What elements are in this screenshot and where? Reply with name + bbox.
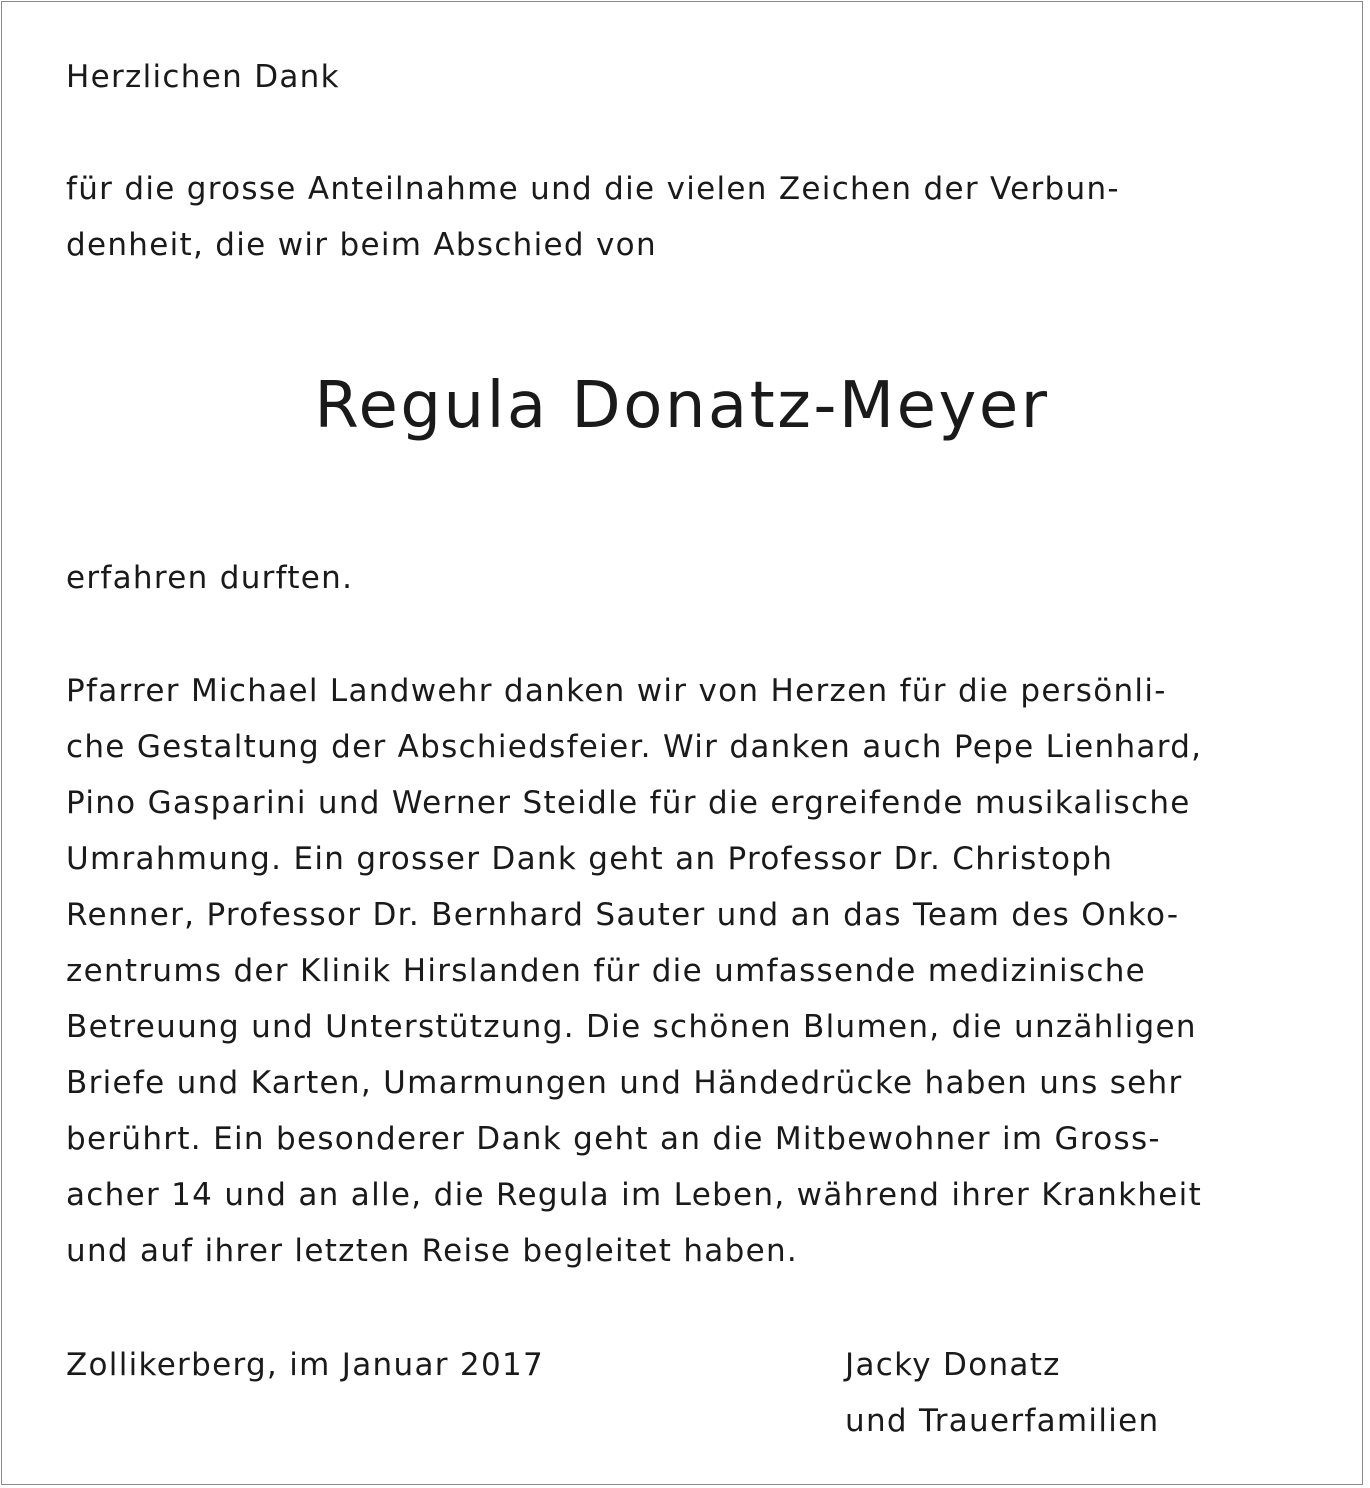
signature-line: Jacky Donatz bbox=[845, 1347, 1061, 1383]
body-line: Betreuung und Unterstützung. Die schönen Blumen, die unzähligen bbox=[66, 1009, 1197, 1045]
deceased-name: Regula Donatz-Meyer bbox=[314, 369, 1050, 443]
body-line: berührt. Ein besonderer Dank geht an die Mitbewohner im Gross- bbox=[66, 1121, 1161, 1157]
greeting: Herzlichen Dank bbox=[66, 59, 340, 95]
intro-line: denheit, die wir beim Abschied von bbox=[66, 227, 657, 263]
after-name-text: erfahren durften. bbox=[66, 560, 354, 596]
body-line: und auf ihrer letzten Reise begleitet haben. bbox=[66, 1233, 799, 1269]
body-line: zentrums der Klinik Hirslanden für die umfassende medizinische bbox=[66, 953, 1147, 989]
body-line: Briefe und Karten, Umarmungen und Händedrücke haben uns sehr bbox=[66, 1065, 1183, 1101]
intro-line: für die grosse Anteilnahme und die vielen Zeichen der Verbun- bbox=[66, 171, 1120, 207]
body-line: Pfarrer Michael Landwehr danken wir von Herzen für die persönli- bbox=[66, 673, 1167, 709]
body-line: Umrahmung. Ein grosser Dank geht an Professor Dr. Christoph bbox=[66, 841, 1114, 877]
body-line: che Gestaltung der Abschiedsfeier. Wir danken auch Pepe Lienhard, bbox=[66, 729, 1203, 765]
body-line: acher 14 und an alle, die Regula im Leben, während ihrer Krankheit bbox=[66, 1177, 1203, 1213]
body-line: Renner, Professor Dr. Bernhard Sauter und an das Team des Onko- bbox=[66, 897, 1180, 933]
signature-line: und Trauerfamilien bbox=[845, 1403, 1160, 1439]
body-line: Pino Gasparini und Werner Steidle für die ergreifende musikalische bbox=[66, 785, 1191, 821]
place-date: Zollikerberg, im Januar 2017 bbox=[66, 1347, 545, 1383]
